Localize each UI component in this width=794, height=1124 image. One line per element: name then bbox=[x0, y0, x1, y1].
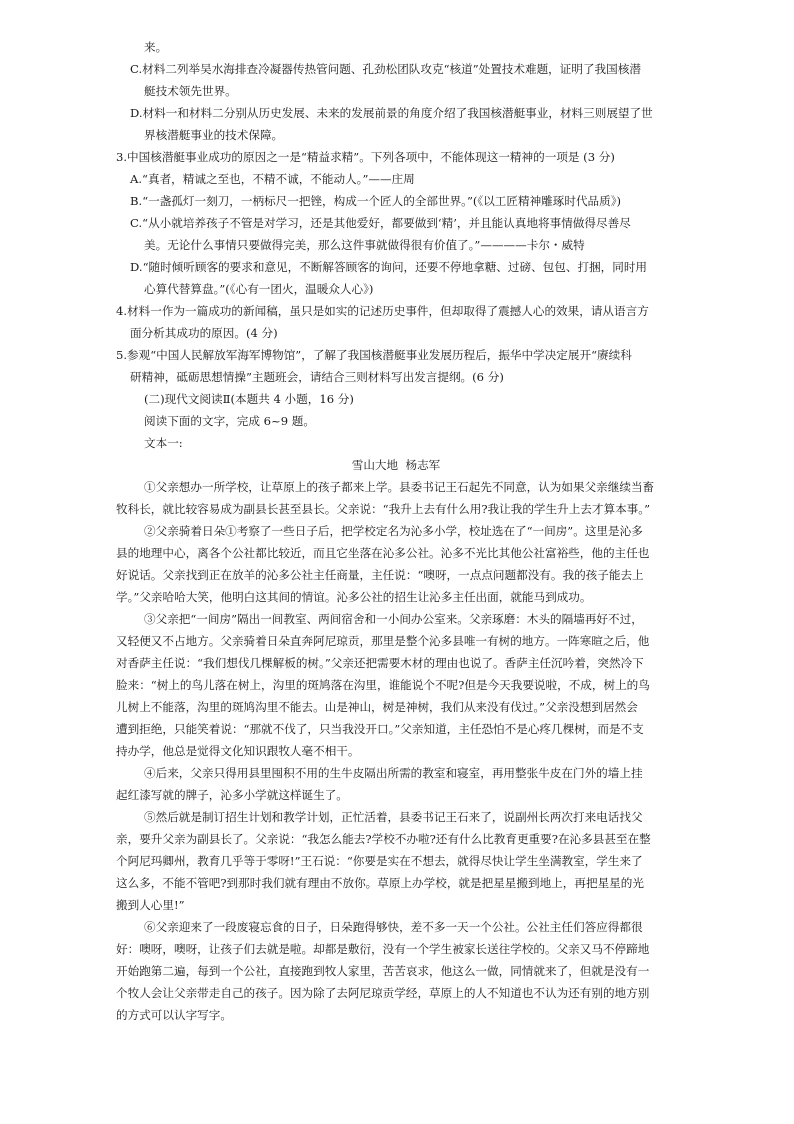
text-line: 心算代替算盘。”(《心有一团火，温暖众人心》) bbox=[144, 282, 374, 296]
text-line: 好：噢呀，噢呀，让孩子们去就是啦。却都是敷衍，没有一个学生被家长送往学校的。父亲又马不停蹄地 bbox=[116, 942, 650, 956]
text-line: 个牧人会让父亲带走自己的孩子。因为除了去阿尼琼贡学经，草原上的人不知道也不认为还有别的地方别 bbox=[116, 986, 650, 1000]
text-line: 界核潜艇事业的技术保障。 bbox=[144, 128, 284, 142]
text-line: 5.参观“中国人民解放军海军博物馆”，了解了我国核潜艇事业发展历程后，振华中学决定展开“赓续科 bbox=[116, 348, 632, 362]
text-line: 儿树上不能落，沟里的斑鸠沟里不能去。山是神山，树是神树，我们从来没有伐过。”父亲没想到居然会 bbox=[116, 700, 638, 714]
text-line: 个阿尼玛卿州，教育几乎等于零呀!”王石说：“你要是实在不想去，就得尽快让学生坐满教室，学生来了 bbox=[116, 854, 643, 868]
text-line: 的方式可以认字写字。 bbox=[116, 1008, 232, 1022]
text-line: 开始跑第二遍，每到一个公社，直接跑到牧人家里，苦苦哀求，他这么一做，同情就来了，但就是没有一 bbox=[116, 964, 650, 978]
text-line: 4.材料一作为一篇成功的新闻稿，虽只是如实的记述历史事件，但却取得了震撼人心的效果，请从语言方 bbox=[116, 304, 649, 318]
text-line: D.材料一和材料二分别从历史发展、未来的发展前景的角度介绍了我国核潜艇事业，材料三则展望了世 bbox=[130, 106, 653, 120]
text-line: 持办学，他总是觉得文化知识跟牧人毫不相干。 bbox=[116, 744, 360, 758]
article-title: 雪山大地 杨志军 bbox=[351, 458, 441, 472]
text-line: ⑤然后就是制订招生计划和教学计划，正忙活着，县委书记王石来了，说副州长两次打来电话找父 bbox=[144, 810, 643, 824]
text-line: C.“从小就培养孩子不管是对学习，还是其他爱好，都要做到‘精’，并且能认真地将事情做得尽善尽 bbox=[130, 216, 631, 230]
text-line: B.“一盏孤灯一刻刀，一柄标尺一把锉，构成一个匠人的全部世界。”(《以工匠精神雕琢时代品质》) bbox=[130, 194, 622, 208]
text-line: 文本一: bbox=[144, 436, 183, 450]
text-line: ④后来，父亲只得用县里囤积不用的生牛皮隔出所需的教室和寝室，再用整张牛皮在门外的墙上挂 bbox=[144, 766, 643, 780]
text-line: D.“随时倾听顾客的要求和意见，不断解答顾客的询问，还要不停地拿糖、过磅、包包、打捆，同时用 bbox=[130, 260, 648, 274]
text-line: 亲，要升父亲为副县长了。父亲说：“我怎么能去?学校不办啦?还有什么比教育更重要?在沁多县甚至在整 bbox=[116, 832, 651, 846]
text-line: 遭到拒绝，只能笑着说：“那就不伐了，只当我没开口。”父亲知道，主任恐怕不是心疼几棵树，而是不支 bbox=[116, 722, 644, 736]
text-line: 起红漆写就的牌子，沁多小学就这样诞生了。 bbox=[116, 788, 348, 802]
text-line: 这么多，不能不管吧?到那时我们就有理由不放你。草原上办学校，就是把星星搬到地上，再把星星的光 bbox=[116, 876, 644, 890]
text-line: ②父亲骑着日朵①考察了一些日子后，把学校定名为沁多小学，校址选在了“一间房”。这里是沁多 bbox=[144, 524, 643, 538]
text-line: 面分析其成功的原因。(4 分) bbox=[130, 326, 278, 340]
text-line: 搬到人心里!” bbox=[116, 898, 185, 912]
text-line: 好说话。父亲找到正在放羊的沁多公社主任商量，主任说：“噢呀，一点点问题都没有。我的孩子能去上 bbox=[116, 568, 644, 582]
text-line: 来。 bbox=[144, 40, 168, 54]
text-line: A.“真者，精诚之至也，不精不诚，不能动人。”——庄周 bbox=[130, 172, 415, 186]
text-line: ①父亲想办一所学校，让草原上的孩子都来上学。县委书记王石起先不同意，认为如果父亲继续当畜 bbox=[144, 480, 655, 494]
text-line: 艇技术领先世界。 bbox=[144, 84, 237, 98]
text-line: 3.中国核潜艇事业成功的原因之一是“精益求精”。下列各项中，不能体现这一精神的一项是 (3 分) bbox=[116, 150, 615, 164]
text-line: ⑥父亲迎来了一段废寝忘食的日子，日朵跑得够快，差不多一天一个公社。公社主任们答应得都很 bbox=[144, 920, 643, 934]
text-line: 对香萨主任说：“我们想伐几棵解板的树。”父亲还把需要木材的理由也说了。香萨主任沉吟着，突然冷下 bbox=[116, 656, 644, 670]
text-line: 脸来：“树上的鸟儿落在树上，沟里的斑鸠落在沟里，谁能说个不呢?但是今天我要说啦，不成，树上的鸟 bbox=[116, 678, 650, 692]
text-line: 研精神，砥砺思想情操”主题班会，请结合三则材料写出发言提纲。(6 分) bbox=[130, 370, 504, 384]
text-line: 阅读下面的文字，完成 6~9 题。 bbox=[144, 414, 315, 428]
text-line: C.材料二列举吴水海排查冷凝器传热管问题、孔劲松团队攻克“核道”处置技术难题，证明了我国核潜 bbox=[130, 62, 641, 76]
text-line: (二)现代文阅读Ⅱ(本题共 4 小题，16 分) bbox=[144, 392, 354, 406]
text-line: ③父亲把“一间房”隔出一间教室、两间宿舍和一小间办公室来。父亲琢磨：木头的隔墙再好不过， bbox=[144, 612, 643, 626]
text-line: 又轻便又不占地方。父亲骑着日朵直奔阿尼琼贡，那里是整个沁多县唯一有树的地方。一阵寒暄之后，他 bbox=[116, 634, 650, 648]
text-line: 县的地理中心，离各个公社都比较近，而且它坐落在沁多公社。沁多不光比其他公社富裕些，他的主任也 bbox=[116, 546, 650, 560]
text-line: 美。无论什么事情只要做得完美，那么这件事就做得很有价值了。”————卡尔・威特 bbox=[144, 238, 585, 252]
text-line: 牧科长，就比较容易成为副县长甚至县长。父亲说：“我升上去有什么用?我让我的学生升上去才算本事。” bbox=[116, 502, 650, 516]
text-line: 学。”父亲哈哈大笑，他明白这其间的情谊。沁多公社的招生让沁多主任出面，就能马到成功。 bbox=[116, 590, 592, 604]
